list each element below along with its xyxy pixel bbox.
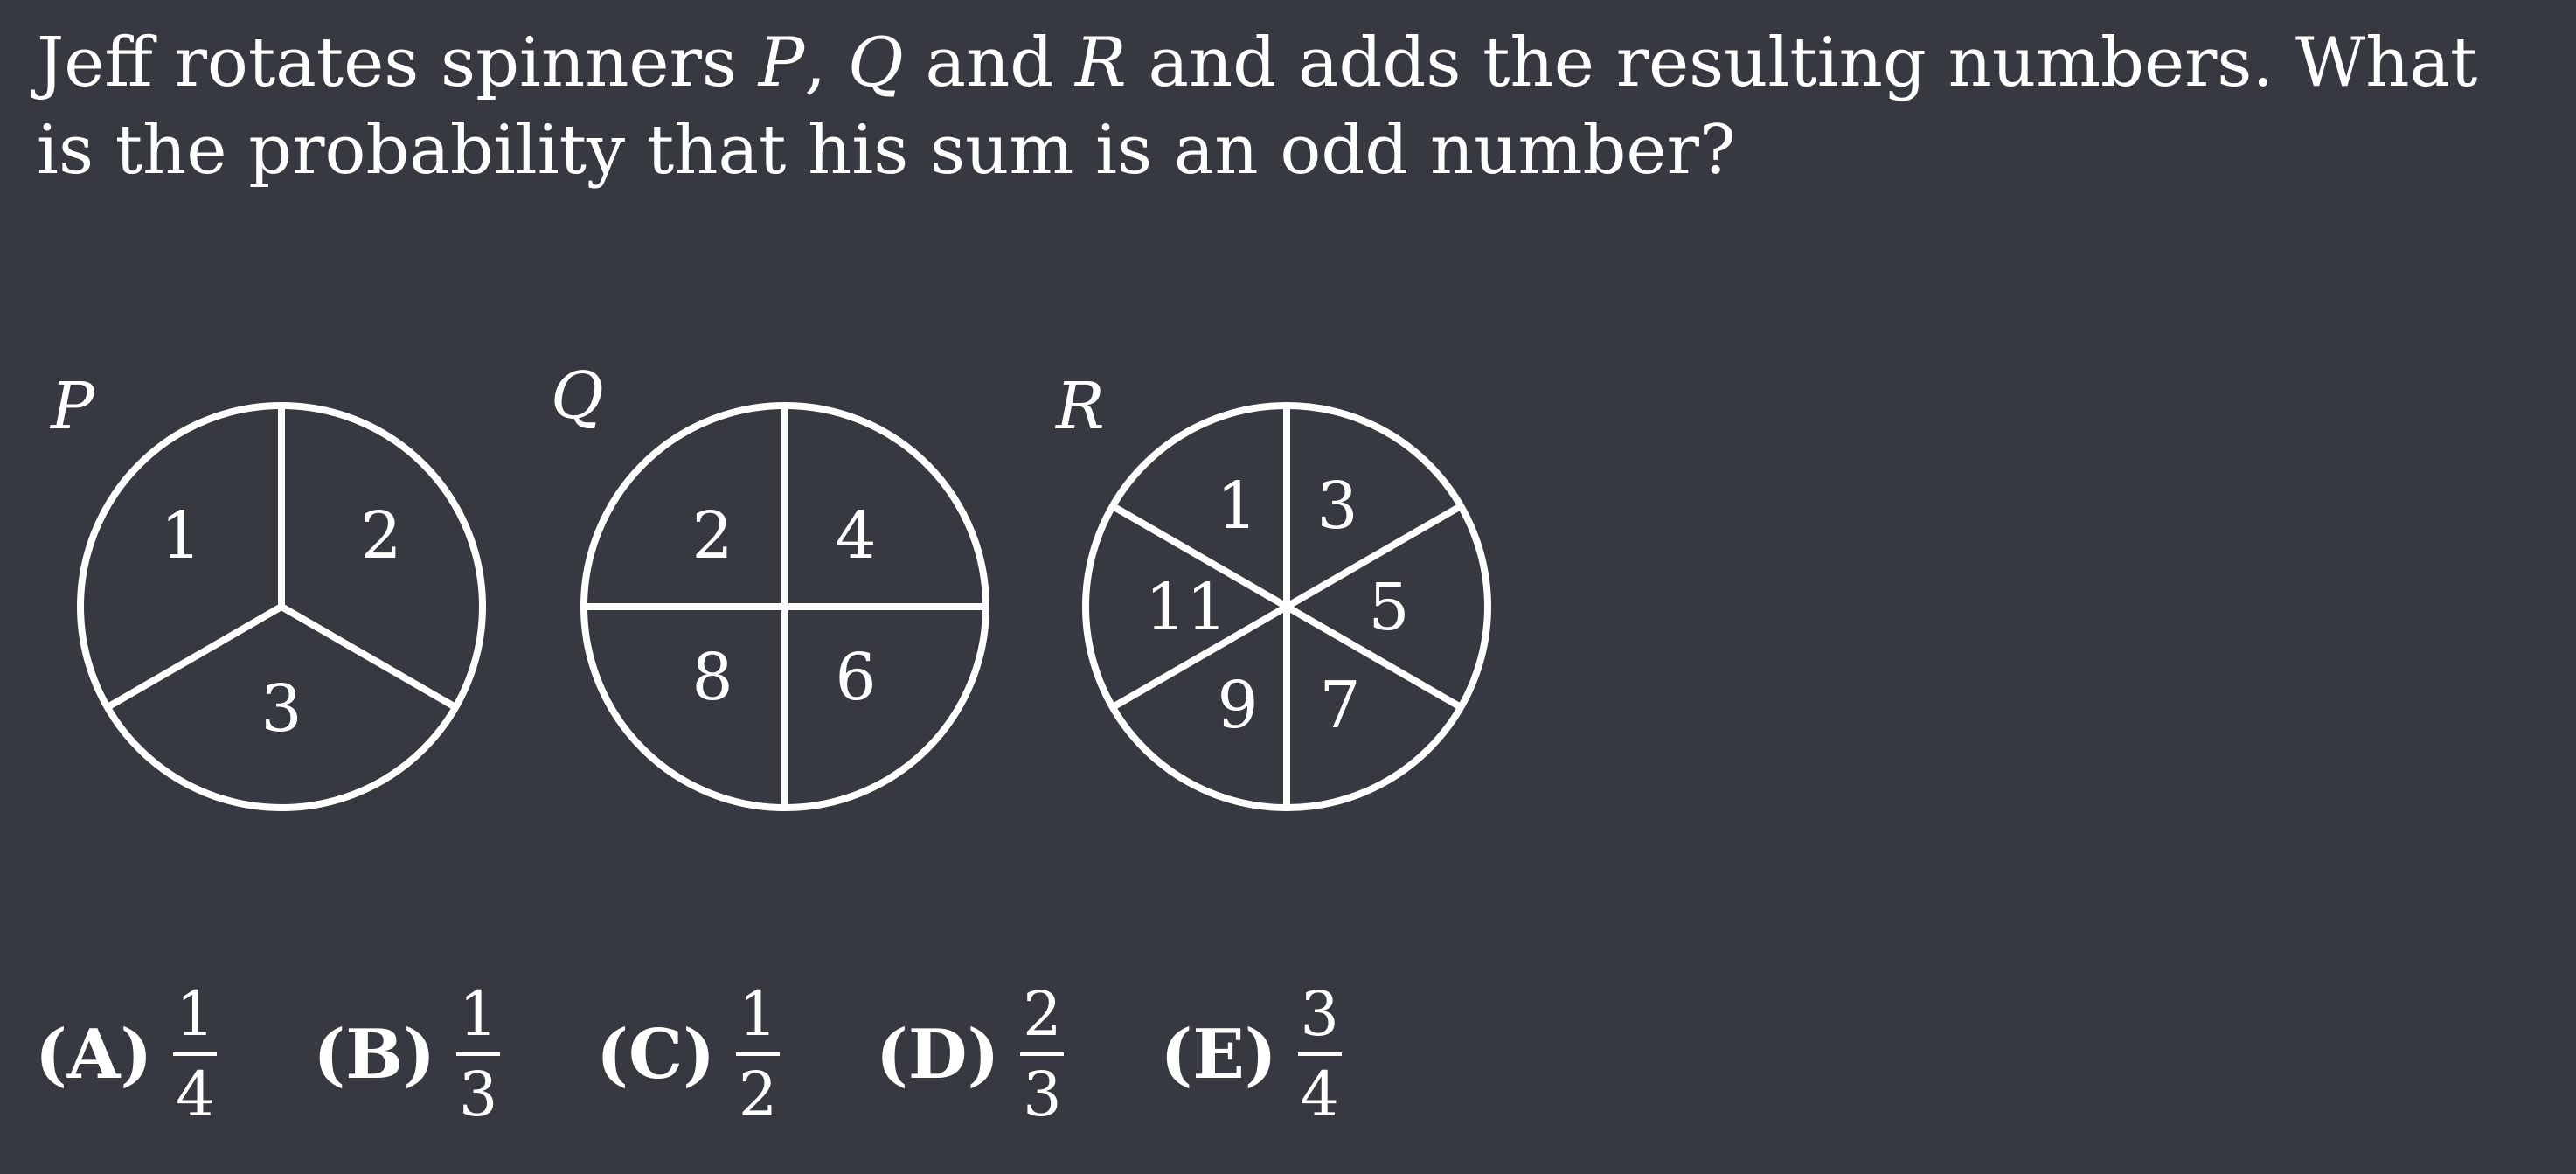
choice-fraction — [173, 979, 217, 1129]
numerator: 3 — [1300, 978, 1339, 1050]
choice-b[interactable] — [313, 979, 500, 1129]
denominator: 4 — [176, 1059, 215, 1130]
fraction-bar — [1020, 1052, 1064, 1056]
choice-letter: (C) — [596, 1014, 715, 1094]
numerator: 2 — [1023, 978, 1062, 1050]
choice-d[interactable] — [876, 979, 1064, 1129]
choice-c[interactable] — [596, 979, 780, 1129]
choice-letter: (B) — [313, 1014, 436, 1094]
spinner-p-label: P — [51, 369, 94, 444]
choice-letter: (D) — [875, 1014, 1000, 1094]
spinner-q-value: 4 — [835, 498, 877, 573]
choice-a[interactable] — [35, 979, 217, 1129]
spinner-r-value: 3 — [1316, 469, 1358, 544]
numerator: 1 — [738, 978, 778, 1050]
choice-letter: (A) — [35, 1014, 153, 1094]
spinner-q-label: Q — [551, 358, 604, 434]
spinner-q-value: 2 — [691, 498, 733, 573]
choice-fraction — [736, 979, 780, 1129]
spinner-r-value: 1 — [1216, 469, 1258, 544]
denominator: 2 — [738, 1059, 778, 1130]
question-text: Jeff rotates spinners P, Q and R and adds the resulting numbers. What is the probability that his sum is an odd number? — [37, 24, 2478, 190]
spinner-r-value: 7 — [1319, 668, 1361, 743]
fraction-bar — [736, 1052, 780, 1056]
choice-fraction — [456, 979, 500, 1129]
spinner-r-value: 5 — [1368, 570, 1410, 645]
denominator: 3 — [458, 1059, 498, 1130]
denominator: 3 — [1023, 1059, 1062, 1130]
spinner-p-value: 2 — [360, 498, 402, 573]
fraction-bar — [1298, 1052, 1342, 1056]
answer-choices — [35, 979, 1438, 1129]
denominator: 4 — [1300, 1059, 1339, 1130]
spinner-q-value: 6 — [835, 640, 877, 715]
spinner-r-label: R — [1056, 369, 1105, 444]
choice-letter: (E) — [1160, 1014, 1277, 1094]
spinner-r-value: 11 — [1144, 570, 1228, 645]
numerator: 1 — [176, 978, 215, 1050]
spinner-p-value: 1 — [160, 498, 202, 573]
choice-fraction — [1020, 979, 1064, 1129]
choice-fraction — [1298, 979, 1342, 1129]
spinner-q-value: 8 — [691, 640, 733, 715]
spinner-p-value: 3 — [260, 671, 302, 747]
spinner-r-value: 9 — [1217, 668, 1259, 743]
numerator: 1 — [458, 978, 498, 1050]
choice-e[interactable] — [1160, 979, 1341, 1129]
fraction-bar — [173, 1052, 217, 1056]
fraction-bar — [456, 1052, 500, 1056]
